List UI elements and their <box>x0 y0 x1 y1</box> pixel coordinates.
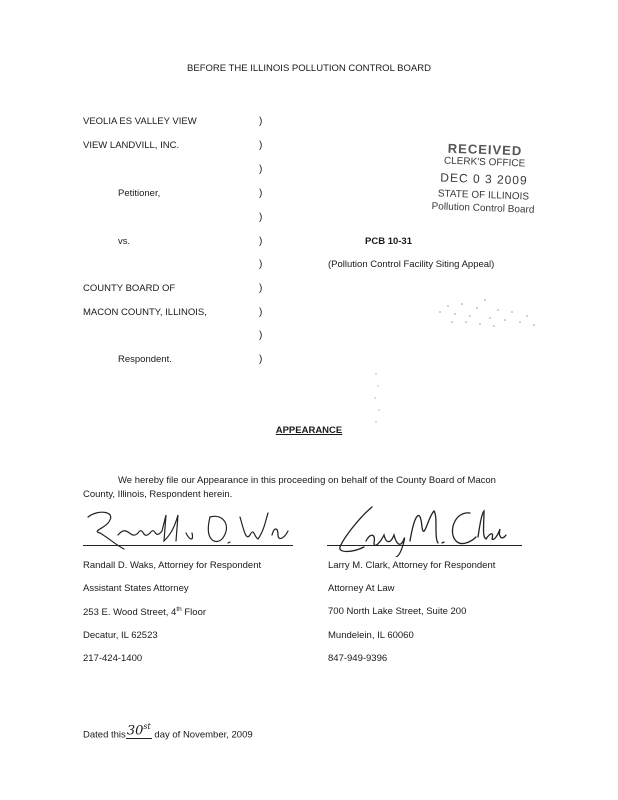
right-signer-city: Mundelein, IL 60060 <box>328 630 414 641</box>
stamp-clerks-office: CLERK'S OFFICE <box>443 155 526 170</box>
document-title: BEFORE THE ILLINOIS POLLUTION CONTROL BOARD <box>187 63 431 74</box>
left-signer-name: Randall D. Waks, Attorney for Respondent <box>83 560 262 571</box>
right-signer-office: Attorney At Law <box>328 583 395 594</box>
right-signer-phone: 847-949-9396 <box>328 653 388 664</box>
caption-paren: ) <box>259 164 263 175</box>
petitioner-name-line1: VEOLIA ES VALLEY VIEW <box>83 116 197 127</box>
dated-prefix: Dated this <box>83 729 126 741</box>
dated-day <box>126 722 152 739</box>
left-street-ordinal: th <box>176 606 182 613</box>
stamp-board: Pollution Control Board <box>431 201 535 216</box>
caption-paren: ) <box>259 330 263 341</box>
left-street-text: 253 E. Wood Street, 4 <box>83 607 177 619</box>
stamp-date: DEC 0 3 2009 <box>440 170 528 188</box>
caption-paren: ) <box>259 236 263 247</box>
left-street-floor: Floor <box>181 607 207 619</box>
respondent-name-line2: MACON COUNTY, ILLINOIS, <box>83 307 207 318</box>
caption-paren: ) <box>259 212 263 223</box>
appearance-heading: APPEARANCE <box>275 425 343 436</box>
caption-paren: ) <box>259 140 263 151</box>
right-signer-name: Larry M. Clark, Attorney for Respondent <box>328 560 496 571</box>
dated-day-value: 30 <box>126 723 144 739</box>
scan-speckle <box>430 292 540 332</box>
respondent-role: Respondent. <box>118 354 172 365</box>
caption-paren: ) <box>259 283 263 294</box>
left-signer-phone: 217-424-1400 <box>83 653 143 664</box>
caption-paren: ) <box>259 188 263 199</box>
left-signer-office: Assistant States Attorney <box>83 583 189 594</box>
right-signer-street: 700 North Lake Street, Suite 200 <box>328 606 467 617</box>
versus-label: vs. <box>118 236 131 247</box>
caption-paren: ) <box>259 354 263 365</box>
dated-line <box>83 722 253 742</box>
clark-signature <box>330 497 510 557</box>
dated-day-ordinal: st <box>143 722 151 731</box>
signature-line-right <box>327 545 522 546</box>
petitioner-name-line2: VIEW LANDVILL, INC. <box>83 140 180 151</box>
left-signer-city: Decatur, IL 62523 <box>83 630 158 641</box>
dated-suffix: day of November, 2009 <box>154 729 253 741</box>
received-stamp <box>423 141 545 217</box>
caption-paren: ) <box>259 116 263 127</box>
caption-paren: ) <box>259 307 263 318</box>
scan-speckle <box>370 370 390 430</box>
signature-line-left <box>83 545 293 546</box>
petitioner-role: Petitioner, <box>118 188 161 199</box>
stamp-state: STATE OF ILLINOIS <box>437 188 530 203</box>
left-signer-street <box>83 606 206 618</box>
case-number: PCB 10-31 <box>365 236 412 247</box>
caption-paren: ) <box>259 259 263 270</box>
stamp-received: RECEIVED <box>447 140 523 159</box>
respondent-name-line1: COUNTY BOARD OF <box>83 283 176 294</box>
case-type: (Pollution Control Facility Siting Appeal) <box>328 259 495 270</box>
appearance-text: We hereby file our Appearance in this proceeding on behalf of the County Board of Macon County, Illinois, Respondent herein. <box>83 475 496 500</box>
